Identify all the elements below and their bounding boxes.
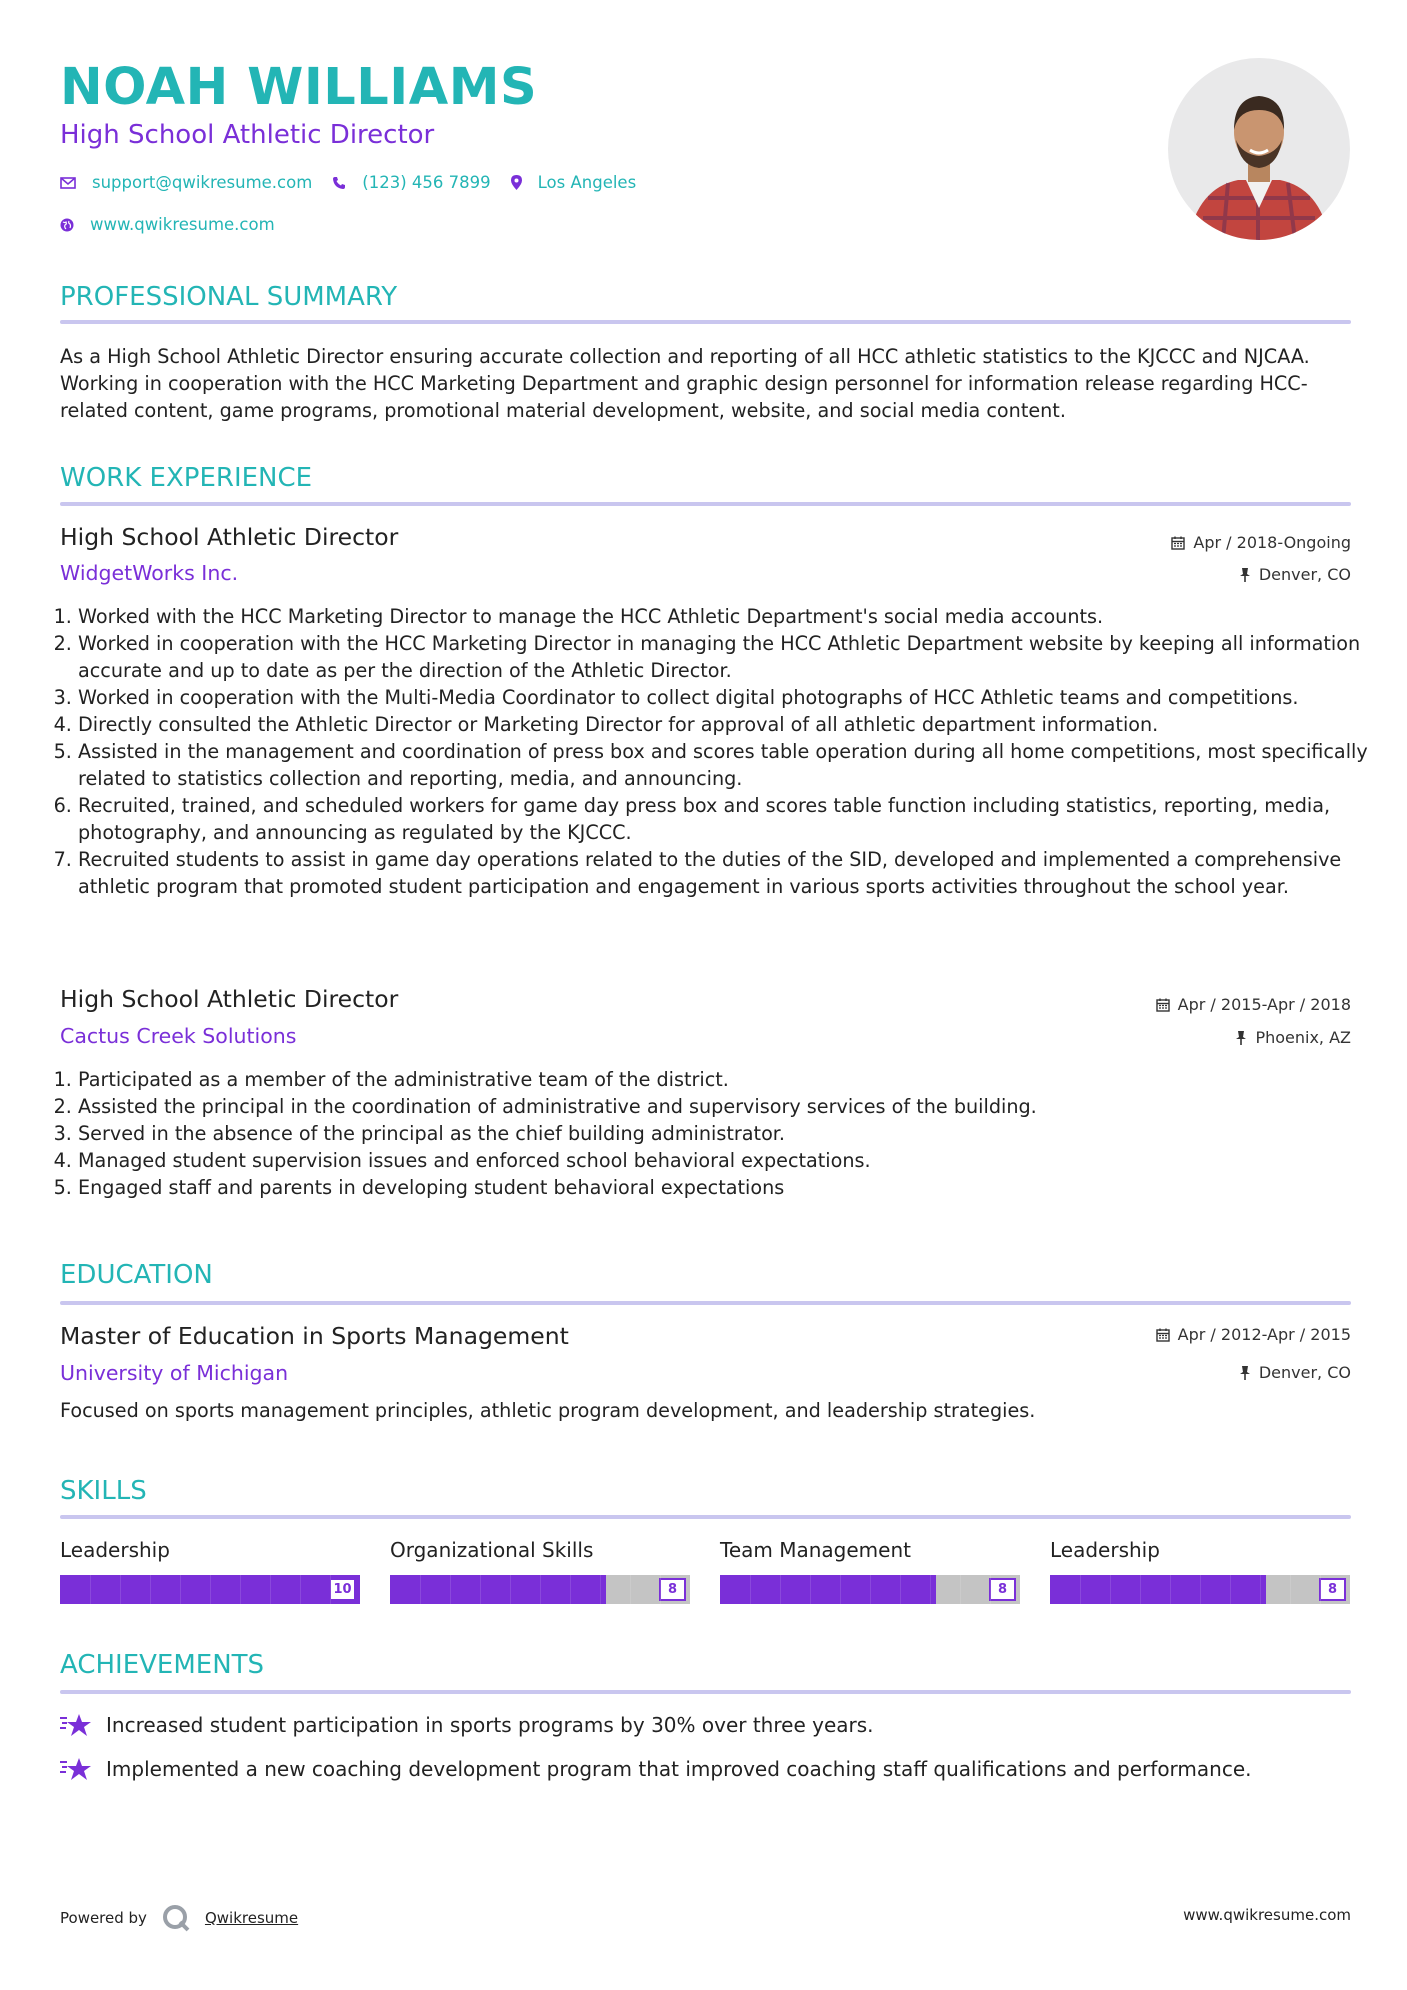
skill-label: Leadership	[1050, 1538, 1160, 1562]
skill-bar	[390, 1575, 690, 1604]
skill-segment-divider	[1110, 1575, 1111, 1604]
job-location-text: Phoenix, AZ	[1255, 1028, 1351, 1047]
list-item: 5. Assisted in the management and coordination of press box and scores table operation during all home competitions, most specifically related to statistics collection and reporting, media, and announcing.	[78, 738, 1369, 792]
skill-bar	[720, 1575, 1020, 1604]
skill-fill	[390, 1575, 606, 1604]
skill-segment-divider	[1170, 1575, 1171, 1604]
job-company: Cactus Creek Solutions	[60, 1024, 297, 1048]
skill-item	[720, 1538, 911, 1562]
email-text: support@qwikresume.com	[92, 173, 313, 192]
footer-url[interactable]: www.qwikresume.com	[1183, 1906, 1351, 1924]
school-name: University of Michigan	[60, 1361, 289, 1385]
summary-heading: PROFESSIONAL SUMMARY	[60, 282, 398, 312]
job-company: WidgetWorks Inc.	[60, 561, 239, 585]
phone-icon	[332, 176, 346, 190]
list-item: 6. Recruited, trained, and scheduled workers for game day press box and scores table function including statistics, reporting, media, photography, and announcing as regulated by the KJCCC.	[78, 792, 1369, 846]
skill-level: 8	[1319, 1578, 1346, 1601]
skill-segment-divider	[780, 1575, 781, 1604]
contact-row	[60, 173, 656, 192]
skill-segment-divider	[930, 1575, 931, 1604]
skill-level: 10	[329, 1578, 356, 1601]
skill-level: 8	[659, 1578, 686, 1601]
skill-segment-divider	[300, 1575, 301, 1604]
education-location	[1239, 1363, 1351, 1382]
calendar-icon	[1156, 998, 1170, 1012]
skill-segment-divider	[420, 1575, 421, 1604]
section-divider	[60, 1515, 1351, 1519]
job-location	[1235, 1028, 1351, 1047]
section-divider	[60, 320, 1351, 324]
achievement-text: Implemented a new coaching development program that improved coaching staff qualifications and performance.	[106, 1757, 1252, 1781]
skill-segment-divider	[1200, 1575, 1201, 1604]
brand-link[interactable]: Qwikresume	[204, 1909, 299, 1927]
skills-heading: SKILLS	[60, 1476, 147, 1506]
work-heading: WORK EXPERIENCE	[60, 463, 313, 493]
star-icon	[60, 1712, 92, 1738]
list-item: 1. Worked with the HCC Marketing Director to manage the HCC Athletic Department's social media accounts.	[78, 603, 1369, 630]
skill-segment-divider	[840, 1575, 841, 1604]
skill-segment-divider	[1140, 1575, 1141, 1604]
skill-item	[60, 1538, 170, 1562]
skill-segment-divider	[180, 1575, 181, 1604]
website-row	[60, 215, 295, 234]
list-item: 7. Recruited students to assist in game day operations related to the duties of the SID, developed and implemented a comprehensive athletic program that promoted student participation and engagement in various sports activities throughout the school year.	[78, 846, 1369, 900]
skill-segment-divider	[1290, 1575, 1291, 1604]
list-item: 4. Managed student supervision issues and enforced school behavioral expectations.	[78, 1147, 1369, 1174]
envelope-icon	[60, 177, 76, 189]
star-icon	[60, 1756, 92, 1782]
education-heading: EDUCATION	[60, 1260, 213, 1290]
job-location	[1239, 565, 1351, 584]
website-text: www.qwikresume.com	[90, 215, 275, 234]
skill-segment-divider	[990, 1575, 991, 1604]
location-item	[511, 173, 637, 192]
map-pin-icon	[511, 175, 522, 190]
pushpin-icon	[1235, 1031, 1247, 1045]
skill-segment-divider	[210, 1575, 211, 1604]
skill-segment-divider	[600, 1575, 601, 1604]
job-location-text: Denver, CO	[1258, 565, 1351, 584]
education-dates-text: Apr / 2012-Apr / 2015	[1177, 1325, 1351, 1344]
email-item[interactable]	[60, 173, 312, 192]
section-divider	[60, 1301, 1351, 1305]
skill-label: Leadership	[60, 1538, 170, 1562]
skill-segment-divider	[240, 1575, 241, 1604]
skill-segment-divider	[450, 1575, 451, 1604]
skill-segment-divider	[870, 1575, 871, 1604]
list-item: 3. Worked in cooperation with the Multi-Media Coordinator to collect digital photographs of HCC Athletic teams and competitions.	[78, 684, 1369, 711]
globe-icon	[60, 218, 74, 232]
job-dates	[1171, 533, 1351, 552]
achievement-text: Increased student participation in sports programs by 30% over three years.	[106, 1713, 874, 1737]
calendar-icon	[1171, 536, 1185, 550]
phone-item[interactable]	[332, 173, 490, 192]
skill-segment-divider	[540, 1575, 541, 1604]
job-bullets	[60, 1066, 1369, 1201]
qwikresume-logo-icon	[161, 1903, 191, 1933]
list-item: 4. Directly consulted the Athletic Director or Marketing Director for approval of all athletic department information.	[78, 711, 1369, 738]
skill-segment-divider	[750, 1575, 751, 1604]
skill-segment-divider	[480, 1575, 481, 1604]
skill-segment-divider	[270, 1575, 271, 1604]
powered-by-text: Powered by	[60, 1909, 147, 1927]
achievement-item	[60, 1712, 874, 1738]
skill-segment-divider	[1080, 1575, 1081, 1604]
job-title: High School Athletic Director	[60, 523, 399, 551]
achievements-heading: ACHIEVEMENTS	[60, 1650, 265, 1680]
education-dates	[1156, 1325, 1351, 1344]
education-description: Focused on sports management principles, athletic program development, and leadership strategies.	[60, 1399, 1036, 1422]
skill-segment-divider	[900, 1575, 901, 1604]
skill-segment-divider	[1230, 1575, 1231, 1604]
list-item: 2. Assisted the principal in the coordination of administrative and supervisory services of the building.	[78, 1093, 1369, 1120]
skill-segment-divider	[120, 1575, 121, 1604]
skill-label: Team Management	[720, 1538, 911, 1562]
skill-fill	[1050, 1575, 1266, 1604]
skill-segment-divider	[150, 1575, 151, 1604]
achievement-item	[60, 1756, 1252, 1782]
job-title: High School Athletic Director	[60, 985, 399, 1013]
profile-photo	[1168, 58, 1350, 240]
skill-segment-divider	[510, 1575, 511, 1604]
skill-segment-divider	[330, 1575, 331, 1604]
phone-text: (123) 456 7899	[362, 173, 491, 192]
skill-fill	[720, 1575, 936, 1604]
section-divider	[60, 502, 1351, 506]
list-item: 3. Served in the absence of the principal as the chief building administrator.	[78, 1120, 1369, 1147]
skill-segment-divider	[630, 1575, 631, 1604]
candidate-title: High School Athletic Director	[60, 120, 435, 150]
skill-label: Organizational Skills	[390, 1538, 594, 1562]
footer-powered-by	[60, 1903, 298, 1933]
section-divider	[60, 1690, 1351, 1694]
degree-title: Master of Education in Sports Management	[60, 1322, 569, 1350]
candidate-name: NOAH WILLIAMS	[60, 58, 538, 117]
list-item: 5. Engaged staff and parents in developing student behavioral expectations	[78, 1174, 1369, 1201]
skill-level: 8	[989, 1578, 1016, 1601]
summary-text: As a High School Athletic Director ensuring accurate collection and reporting of all HCC athletic statistics to the KJCCC and NJCAA. Working in cooperation with the HCC Marketing Department and graphic design personnel for information release regarding HCC-related content, game programs, promotional material development, website, and social media content.	[60, 345, 1310, 422]
pushpin-icon	[1239, 1366, 1251, 1380]
skill-segment-divider	[1320, 1575, 1321, 1604]
website-item[interactable]	[60, 215, 275, 234]
skill-bar	[1050, 1575, 1350, 1604]
skill-segment-divider	[960, 1575, 961, 1604]
pushpin-icon	[1239, 568, 1251, 582]
skill-segment-divider	[810, 1575, 811, 1604]
skill-bar	[60, 1575, 360, 1604]
skill-segment-divider	[570, 1575, 571, 1604]
list-item: 2. Worked in cooperation with the HCC Marketing Director in managing the HCC Athletic Department website by keeping all information accurate and up to date as per the direction of the Athletic Director.	[78, 630, 1369, 684]
calendar-icon	[1156, 1328, 1170, 1342]
skill-segment-divider	[90, 1575, 91, 1604]
skill-item	[390, 1538, 593, 1562]
location-text: Los Angeles	[537, 173, 637, 192]
job-dates	[1156, 995, 1351, 1014]
job-dates-text: Apr / 2015-Apr / 2018	[1177, 995, 1351, 1014]
list-item: 1. Participated as a member of the administrative team of the district.	[78, 1066, 1369, 1093]
job-bullets	[60, 603, 1369, 900]
skill-item	[1050, 1538, 1160, 1562]
skill-segment-divider	[1260, 1575, 1261, 1604]
education-location-text: Denver, CO	[1258, 1363, 1351, 1382]
skill-segment-divider	[660, 1575, 661, 1604]
job-dates-text: Apr / 2018-Ongoing	[1193, 533, 1351, 552]
